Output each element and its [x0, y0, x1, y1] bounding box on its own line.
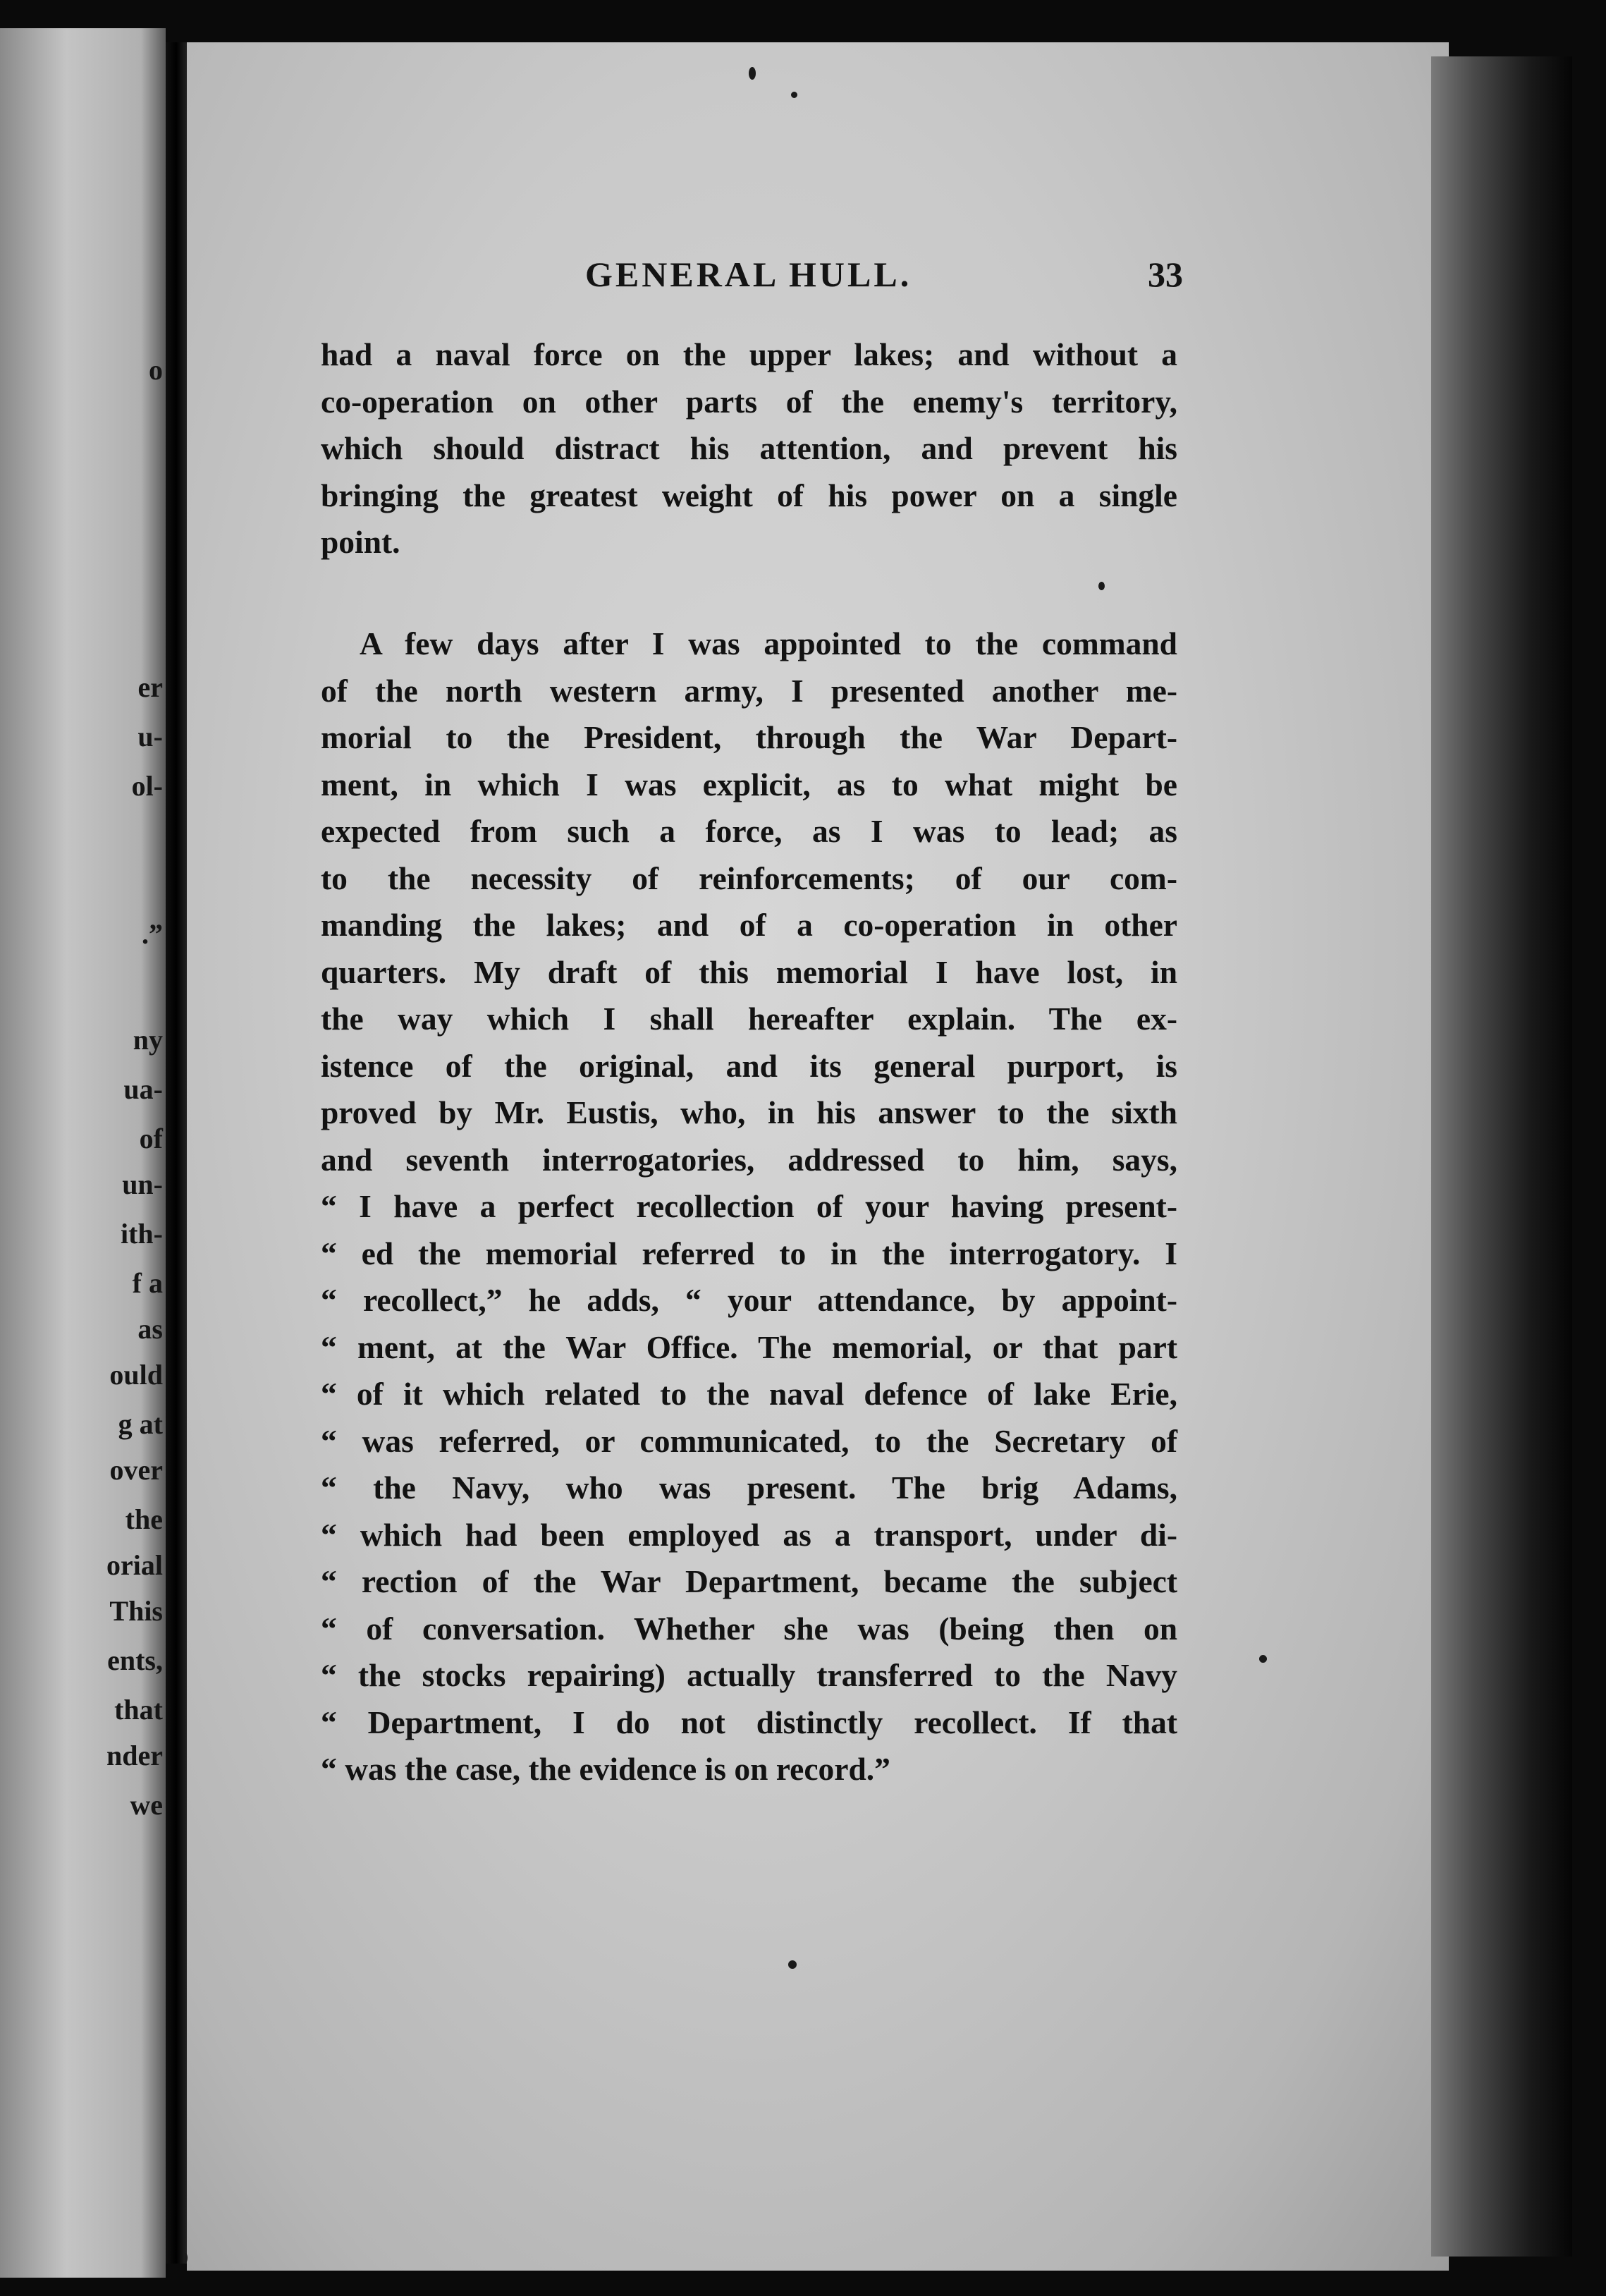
left-page-fragment: we	[130, 1789, 163, 1821]
text-line: which should distract his attention, and prevent his	[321, 430, 1177, 466]
left-page-fragment: o	[149, 354, 163, 386]
text-line: manding the lakes; and of a co-operation in other	[321, 907, 1177, 943]
text-line: co-operation on other parts of the enemy's territory,	[321, 383, 1177, 420]
text-line: to the necessity of reinforcements; of our com-	[321, 860, 1177, 896]
scan-speck	[788, 1960, 797, 1969]
text-line: the way which I shall hereafter explain. The ex-	[321, 1001, 1177, 1037]
text-line: “ I have a perfect recollection of your having present-	[321, 1188, 1177, 1224]
scan-speck	[1098, 582, 1105, 590]
left-page-fragment: ua-	[123, 1073, 163, 1105]
text-line: A few days after I was appointed to the command	[360, 625, 1177, 661]
text-line: morial to the President, through the War Depart-	[321, 719, 1177, 755]
text-line: “ Department, I do not distinctly recollect. If that	[321, 1704, 1177, 1740]
left-page-fragment: ny	[133, 1024, 163, 1056]
left-page-fragment: the	[125, 1503, 163, 1535]
text-line: quarters. My draft of this memorial I have lost, in	[321, 953, 1177, 990]
text-line: “ ed the memorial referred to in the interrogatory. I	[321, 1235, 1177, 1271]
left-page-fragment: as	[137, 1313, 163, 1345]
text-line: “ the Navy, who was present. The brig Adams,	[321, 1470, 1177, 1506]
text-line: “ was the case, the evidence is on record.”	[321, 1751, 890, 1787]
text-line: bringing the greatest weight of his power on a single	[321, 477, 1177, 513]
book-gutter	[166, 42, 187, 2264]
text-line: “ rection of the War Department, became the subject	[321, 1563, 1177, 1599]
scan-speck	[1259, 1655, 1267, 1663]
left-page-fragment: g at	[118, 1408, 163, 1440]
page-number: 33	[1148, 255, 1183, 294]
left-page-fragment: er	[137, 671, 163, 703]
text-line: had a naval force on the upper lakes; and without a	[321, 336, 1177, 372]
left-page-fragment: over	[109, 1454, 163, 1486]
paragraph-continued	[321, 331, 1177, 566]
text-line: istence of the original, and its general purport, is	[321, 1047, 1177, 1084]
text-line: “ was referred, or communicated, to the Secretary of	[321, 1422, 1177, 1459]
text-line: “ the stocks repairing) actually transferred to the Navy	[321, 1657, 1177, 1693]
left-page-fragment: This	[109, 1595, 163, 1627]
left-page-fragment: ould	[109, 1359, 163, 1391]
paragraph-memorial	[321, 621, 1177, 1793]
text-line: and seventh interrogatories, addressed to him, says,	[321, 1141, 1177, 1178]
left-page-fragment: that	[114, 1694, 163, 1726]
running-head: GENERAL HULL.	[585, 255, 912, 294]
scan-speck	[791, 92, 797, 98]
left-page-fragment: ents,	[107, 1644, 163, 1676]
text-line: “ of conversation. Whether she was (being then on	[321, 1610, 1177, 1647]
left-page-fragment: nder	[106, 1740, 163, 1771]
left-facing-page	[0, 28, 166, 2278]
left-page-fragment: f a	[132, 1267, 163, 1299]
text-line: ment, in which I was explicit, as to what might be	[321, 766, 1177, 802]
left-page-fragment: orial	[106, 1549, 163, 1581]
text-line: “ ment, at the War Office. The memorial, or that part	[321, 1329, 1177, 1365]
page-edge-shadow	[1431, 56, 1572, 2257]
left-page-fragment: ol-	[131, 770, 163, 802]
left-page-fragment: un-	[122, 1168, 163, 1200]
text-line: “ recollect,” he adds, “ your attendance, by appoint-	[321, 1282, 1177, 1318]
left-page-fragment: ith-	[121, 1218, 163, 1250]
text-line: point.	[321, 524, 400, 560]
text-line: “ which had been employed as a transport, under di-	[321, 1516, 1177, 1553]
text-line: expected from such a force, as I was to lead; as	[321, 813, 1177, 849]
text-line: “ of it which related to the naval defence of lake Erie,	[321, 1376, 1177, 1412]
text-line: of the north western army, I presented another me-	[321, 672, 1177, 709]
left-page-fragment: u-	[137, 721, 163, 752]
scan-speck	[183, 2253, 188, 2263]
left-page-fragment: of	[139, 1123, 163, 1154]
scan-speck	[749, 67, 756, 80]
left-page-fragment: .”	[142, 918, 163, 950]
text-line: proved by Mr. Eustis, who, in his answer to the sixth	[321, 1094, 1177, 1130]
